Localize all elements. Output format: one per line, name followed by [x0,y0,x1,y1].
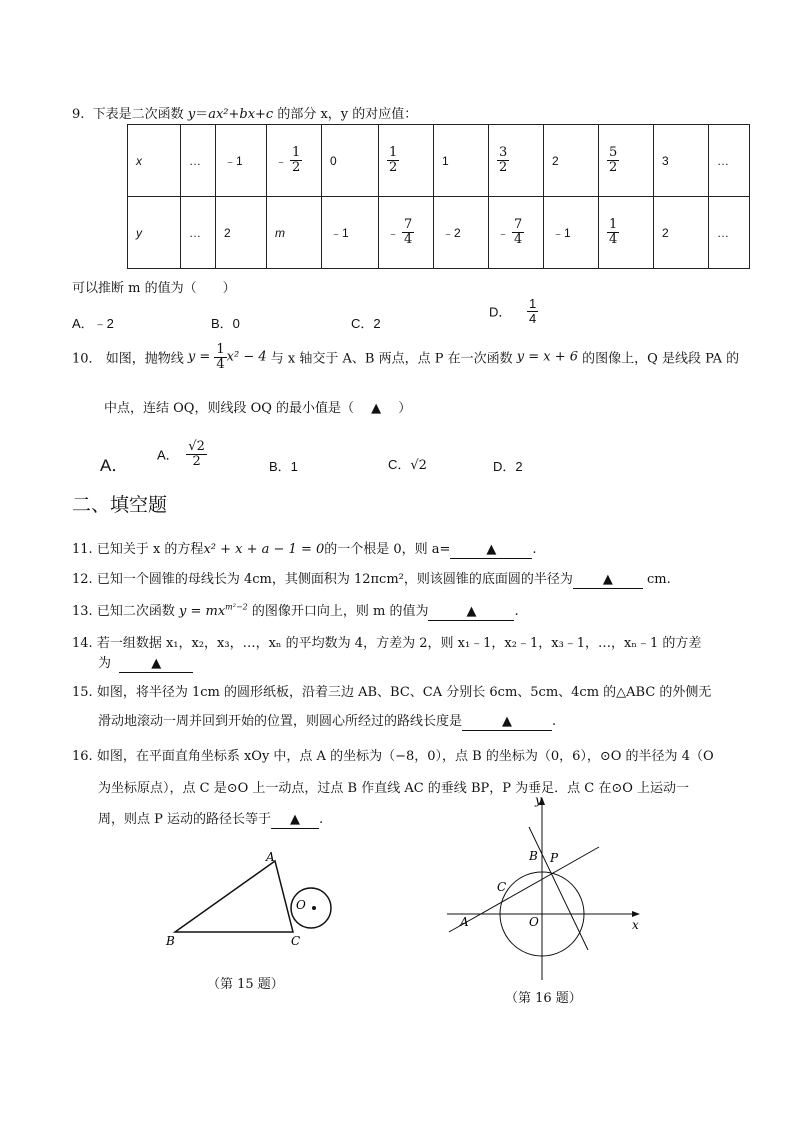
q13-text: 已知二次函数 [96,604,175,619]
q11 [72,538,537,559]
q13-number: 13. [72,604,93,619]
table-cell: 2 [216,197,267,269]
q9-stem-tail: 的部分 x，y 的对应值： [273,107,418,122]
frac-numerator: 5 [609,145,618,161]
q10-option-d: D．2 [493,459,523,474]
q16 [72,745,714,764]
table-cell [599,197,654,269]
q15-line2 [98,710,556,731]
q13-text-tail: 的图像开口向上，则 m 的值为 [251,604,429,619]
q10-option-c-value: √2 [410,458,427,473]
frac-numerator: 1 [292,145,301,161]
fraction-sign: ﹣ [275,154,288,168]
q13-exponent: m²−2 [225,602,248,612]
line-bp [529,827,588,950]
table-cell [599,125,654,197]
q10-eq-tail: x² − 4 [226,349,267,365]
table-cell: 2 [544,125,599,197]
q11-equation: x² + x + a − 1 = 0 [203,542,325,557]
table-cell: 0 [322,125,379,197]
table-cell: ﹣1 [544,197,599,269]
q9-option-d [489,297,538,325]
q10-eq-y: y [187,349,196,365]
table-cell: 2 [654,197,709,269]
fraction [607,146,619,174]
q9-func-y: y [187,107,196,122]
frac-numerator: 7 [404,217,413,233]
label-y: y [535,793,542,807]
frac-numerator: 1 [216,342,225,357]
q9-option-b: B．0 [211,316,240,331]
frac-numerator: 3 [499,145,508,161]
label-c: C [291,934,301,948]
frac-denominator: 2 [192,453,201,469]
frac-denominator: 4 [609,232,618,247]
q15-line2-text: 滑动地滚动一周并回到开始的位置，则圆心所经过的路线长度是 [98,714,463,729]
q10-option-c-label: C． [388,457,411,472]
q15-end: . [552,714,557,729]
q10-line2: 中点，连结 OQ，则线段 OQ 的最小值是（ ▲ ） [104,401,412,416]
answer-blank[interactable]: ▲ [428,605,514,621]
label-o: O [296,898,306,912]
table-cell: m [267,197,322,269]
q9-option-d-fraction [527,297,538,325]
q16-end: . [319,812,324,827]
label-b: B [529,849,538,863]
q15-number: 15. [72,685,93,700]
answer-blank[interactable]: ▲ [462,715,552,731]
circle-center-dot [312,906,316,910]
q16-line3 [98,808,323,829]
table-cell [379,197,434,269]
caption-16: （第 16 题） [505,991,582,1006]
q15 [72,681,711,700]
table-cell [489,125,544,197]
q9-option-a: A．﹣2 [72,316,114,331]
q9-stem-text: 下表是二次函数 [92,107,188,122]
label-o: O [529,915,539,929]
figure-15 [160,845,345,955]
answer-blank[interactable]: ▲ [573,573,643,589]
q13-end: . [514,604,519,619]
frac-denominator: 4 [529,310,537,326]
q16-number: 16. [72,749,93,764]
q10-line1 [72,343,739,371]
q9-number: 9. [72,107,85,122]
q10-text2: 与 x 轴交于 A、B 两点，点 P 在一次函数 [270,351,513,367]
caption-15: （第 15 题） [207,977,284,992]
figure-16 [445,792,655,982]
q11-text-tail: 的一个根是 0，则 a= [324,542,451,557]
label-a: A [266,850,275,864]
label-p: P [550,851,559,865]
answer-blank[interactable]: ▲ [119,657,193,673]
q15-text: 如图，将半径为 1cm 的圆形纸板，沿着三边 AB、BC、CA 分别长 6cm、5cm、4cm 的△ABC 的外侧无 [96,685,712,700]
q13 [72,600,519,621]
q14-line2-text: 为 [98,656,112,671]
section-heading: 二、填空题 [72,494,168,516]
frac-denominator: 4 [514,232,523,247]
fraction [387,146,399,174]
q9-follow: 可以推断 m 的值为（ ） [72,281,236,296]
q9-option-c: C．2 [351,316,381,331]
q10-text3: 的图像上，Q 是线段 PA 的 [582,351,740,367]
q10-option-a-fraction [186,440,207,468]
table-cell: y [128,197,181,269]
table-cell [267,125,322,197]
table-row-x [128,125,750,197]
table-cell: … [181,197,216,269]
frac-denominator: 2 [389,160,398,175]
q14-line2 [98,652,193,673]
q14 [72,632,701,651]
x-axis-arrow [632,911,640,917]
fraction-sign: ﹣ [387,226,400,240]
q13-equation: y = mx [178,604,226,619]
table-cell: x [128,125,181,197]
table-cell: ﹣1 [322,197,379,269]
q10-number: 10． [72,351,102,367]
q9-option-d-label: D． [489,304,512,320]
frac-denominator: 2 [292,160,301,175]
q10-option-a-label: A． [157,447,179,463]
q10-big-a: A． [100,456,129,475]
q9-stem [72,103,417,122]
frac-numerator: 7 [514,217,523,233]
fraction [512,218,524,246]
label-x: x [632,918,639,932]
table-row-y [128,197,750,269]
q14-text: 若一组数据 x₁，x₂，x₃，…，xₙ 的平均数为 4，方差为 2，则 x₁﹣1，x₂﹣1，x₃﹣1，…，xₙ﹣1 的方差 [96,636,702,651]
q11-end: . [532,542,537,557]
triangle-abc [175,861,293,932]
frac-numerator: 1 [609,217,618,233]
answer-blank[interactable]: ▲ [450,543,532,559]
q9-func-eq: ＝ [195,107,209,122]
frac-denominator: 2 [499,160,508,175]
label-b: B [166,934,175,948]
q11-number: 11. [72,542,93,557]
table-cell [379,125,434,197]
q14-number: 14. [72,636,93,651]
label-a: A [460,915,469,929]
q9-func-rest: ax²+bx+c [208,107,274,122]
q16-line2: 为坐标原点），点 C 是⊙O 上一动点，过点 B 作直线 AC 的垂线 BP，P 为垂足．点 C 在⊙O 上运动一 [98,781,690,796]
table-cell: … [709,125,750,197]
q16-text: 如图，在平面直角坐标系 xOy 中，点 A 的坐标为（−8，0），点 B 的坐标为（0，6），⊙O 的半径为 4（O [96,749,714,764]
q12 [72,568,671,589]
table-cell: 3 [654,125,709,197]
table-cell: ﹣1 [216,125,267,197]
q12-text: 已知一个圆锥的母线长为 4cm，其侧面积为 12πcm²，则该圆锥的底面圆的半径为 [96,572,573,587]
table-cell: ﹣2 [434,197,489,269]
q9-value-table [127,124,750,269]
frac-denominator: 4 [216,356,225,372]
q11-text: 已知关于 x 的方程 [96,542,204,557]
q10-option-b: B．1 [269,459,298,474]
q10-eq-fraction [214,343,226,371]
frac-numerator: 1 [389,145,398,161]
answer-blank[interactable]: ▲ [271,813,319,829]
q12-number: 12. [72,572,93,587]
q10-text1: 如图，抛物线 [105,351,184,367]
q12-end: cm. [647,572,671,587]
table-cell: … [709,197,750,269]
fraction-sign: ﹣ [497,226,510,240]
table-cell [489,197,544,269]
frac-denominator: 4 [404,232,413,247]
frac-numerator: 1 [529,296,537,311]
frac-numerator: √2 [188,439,205,454]
table-cell: 1 [434,125,489,197]
frac-denominator: 2 [609,160,618,175]
q10-option-c [388,454,427,473]
label-c: C [497,880,507,894]
q10-eq2: y = x + 6 [516,349,579,365]
q16-line3-text: 周，则点 P 运动的路径长等于 [98,812,272,827]
fraction [607,218,619,246]
q10-option-a [157,440,207,468]
fraction [402,218,414,246]
fraction [290,146,302,174]
table-cell: … [181,125,216,197]
q10-eq-sign: = [195,349,215,365]
fraction [497,146,509,174]
